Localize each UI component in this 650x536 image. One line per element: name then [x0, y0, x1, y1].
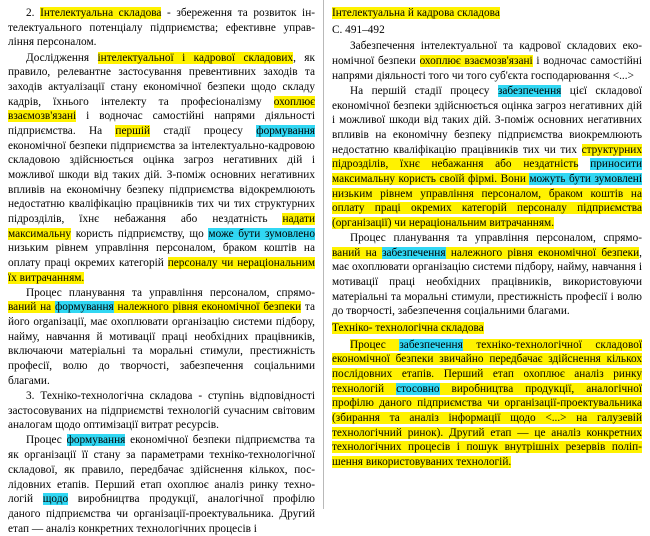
highlight-cyan: забезпечення [382, 246, 446, 259]
section-heading [332, 321, 642, 336]
highlight-yellow: інтелектуальної і кадрової складових [97, 51, 294, 64]
right-column-heading [332, 6, 642, 21]
text-run: Дослідження [26, 51, 98, 64]
highlight-cyan: бути зумовлені [565, 172, 642, 185]
text-run [578, 158, 590, 170]
text-run: Процес [26, 434, 67, 447]
text-run: і водночас самостійні напрями діяльності того чи того суб'єкта господарювання <...> [332, 55, 642, 82]
text-run: цієї складової економічної безпеки здійснюється оцінка загроз негативних дій і можливої шкоди від таких дій. З-поміж основних негативних впливів на економічну безпеку підприємства виокремлюють недостатню кваліфікацію працівників тих чи тих [332, 84, 643, 156]
text-run: виробництва продукції, аналогічної профілю даного підприємства чи організації-проектувальника. Другий етап — аналіз конкретних технологічних процесів і [8, 493, 315, 535]
text-run: користь підприємству, що [71, 227, 209, 240]
text-run: 2. [26, 7, 41, 19]
text-run: , як правило, релевантне застосування превентивних заходів та заходів актуалізації стану економічної безпеки щодо складу кадрів, їхнього інтелекту та професіоналізму [8, 51, 315, 108]
text-run: та його organізації, має охоплювати організацію системи підбору, найму, навчання й мотивації праці необхідних працівників, включаючи матеріальні та моральні стимули, престижність професії, волю до творчості, забезпечення соціальними благами. [8, 301, 316, 387]
highlight-yellow: структурних підрозділів, їхнє небажання або нездатність [332, 143, 642, 171]
left-column [0, 0, 324, 535]
text-run: Процес планування та управління персоналом, спрямо [350, 232, 642, 245]
right-column-body [332, 39, 642, 469]
highlight-yellow: ваний на [8, 301, 55, 314]
text-run: , має охоплювати організацію системи підбору, найму, навчання і мотивації праці необхідних працівників, використовуючи матеріальні та моральні стимули, престижність професії і волю до творчості, забезпечення соціальними благами. [332, 246, 642, 318]
highlight-cyan: може бути зумовлено [208, 227, 315, 240]
highlight-yellow: виробництва продукції, аналогічної профілю даного підприємства чи організації-проектувальника (збирання та аналіз інформації щодо <...> на галузевій технологічний ринок). Другий етап — це аналіз конкретних технологічних процесів і пошук внутрішніх резервів поліпшення використовуваних технологій. [332, 382, 642, 469]
highlight-yellow: охоплює взаємозв'язані [419, 55, 533, 68]
paragraph [8, 389, 315, 433]
paragraph [8, 286, 315, 389]
highlight-cyan: формування [54, 301, 114, 314]
text-run: стадії процесу [150, 124, 257, 137]
highlight-yellow: Перший етап охоплює аналіз ринку технологій [332, 368, 642, 395]
highlight-cyan: приносити [590, 158, 642, 171]
highlight-yellow: ваний на [332, 246, 383, 259]
paragraph [8, 6, 315, 50]
right-column [324, 0, 650, 509]
highlight-cyan: забезпечення [399, 338, 463, 351]
text-run: економічної безпеки підприємства за інтелектуально-кадровою складовою здійснюється оцінка загроз негативних дій і можливої шкоди від таких дій. З-поміж основних негативних впливів на економічну безпеку підприємства відокремлюють недостатню кваліфікацію працівників тих чи тих структурних підрозділів, їхнє небажання або нездатність [8, 139, 315, 225]
paragraph [332, 84, 642, 231]
text-run: На першій стадії процесу [350, 84, 498, 97]
text-run: Процес планування та управління персоналом, спрямо [26, 286, 315, 299]
highlight-yellow: першій [115, 124, 151, 137]
highlight-cyan: щодо [42, 493, 69, 506]
paragraph [8, 433, 315, 536]
paragraph [332, 338, 642, 470]
paragraph [332, 39, 642, 83]
highlight-cyan: можуть [529, 172, 566, 185]
text-run: - збереження та розвиток інтелектуального потенціалу підприємства; ефективне управління персоналом. [8, 7, 316, 49]
highlight-cyan: формування [256, 124, 315, 137]
highlight-yellow: належного рівня економічної безпеки [113, 301, 302, 314]
page-reference: С. 491–492 [332, 23, 385, 36]
text-run: і водночас самостійні напрями діяльності підприємства. На [8, 110, 315, 137]
text-run: 3. Техніко-технологічна складова - ступінь відповідності застосовуваних на підприємстві технологій сучасним світовим аналогам щодо оптимізації витрат ресурсів. [8, 389, 315, 432]
text-run: Забезпечення інтелектуальної та кадрової складових економічної безпеки [332, 40, 642, 68]
highlight-yellow: належного рівня економічної безпеки [445, 246, 640, 259]
highlight-yellow: Інтелектуальна складова [40, 7, 162, 19]
highlight-yellow: охоплює взаємозв'язані [8, 95, 315, 123]
highlight-yellow: надати максимальну [8, 212, 315, 240]
paragraph [8, 51, 315, 286]
highlight-cyan: забезпечення [497, 84, 562, 97]
paragraph [332, 231, 642, 319]
highlight-yellow: Процес [350, 338, 400, 351]
highlight-yellow: максимальну користь своїй фірмі. Вони [332, 172, 530, 185]
highlight-yellow: персоналу чи нераціональним їх витрачанням. [8, 256, 315, 284]
highlight-yellow: Техніко- технологічна складова [332, 322, 484, 335]
highlight-cyan: стосовно [396, 382, 440, 395]
heading-text: Інтелектуальна й кадрова складова [332, 7, 500, 19]
highlight-yellow: техніко-технологічної складової економічної безпеки звичайно передбачає здійснення кількох послідовних етапів. [332, 338, 642, 381]
text-run: низьким рівнем управління персоналом, браком коштів на оплату праці окремих категорій [8, 242, 315, 269]
highlight-yellow: низьким рівнем управління персоналом, браком коштів на оплату праці окремих категорій персоналу підприємства (організації) чи нераціональним витрачанням. [332, 187, 642, 229]
text-run: економічної безпеки підприємства та як організації її стану за параметрами техніко-технологічної складової, як правило, передбачає здійснення кількох, послідовних етапів. Перший етап охоплює аналіз ринку технологій [8, 434, 315, 506]
highlight-cyan: формування [66, 434, 126, 447]
